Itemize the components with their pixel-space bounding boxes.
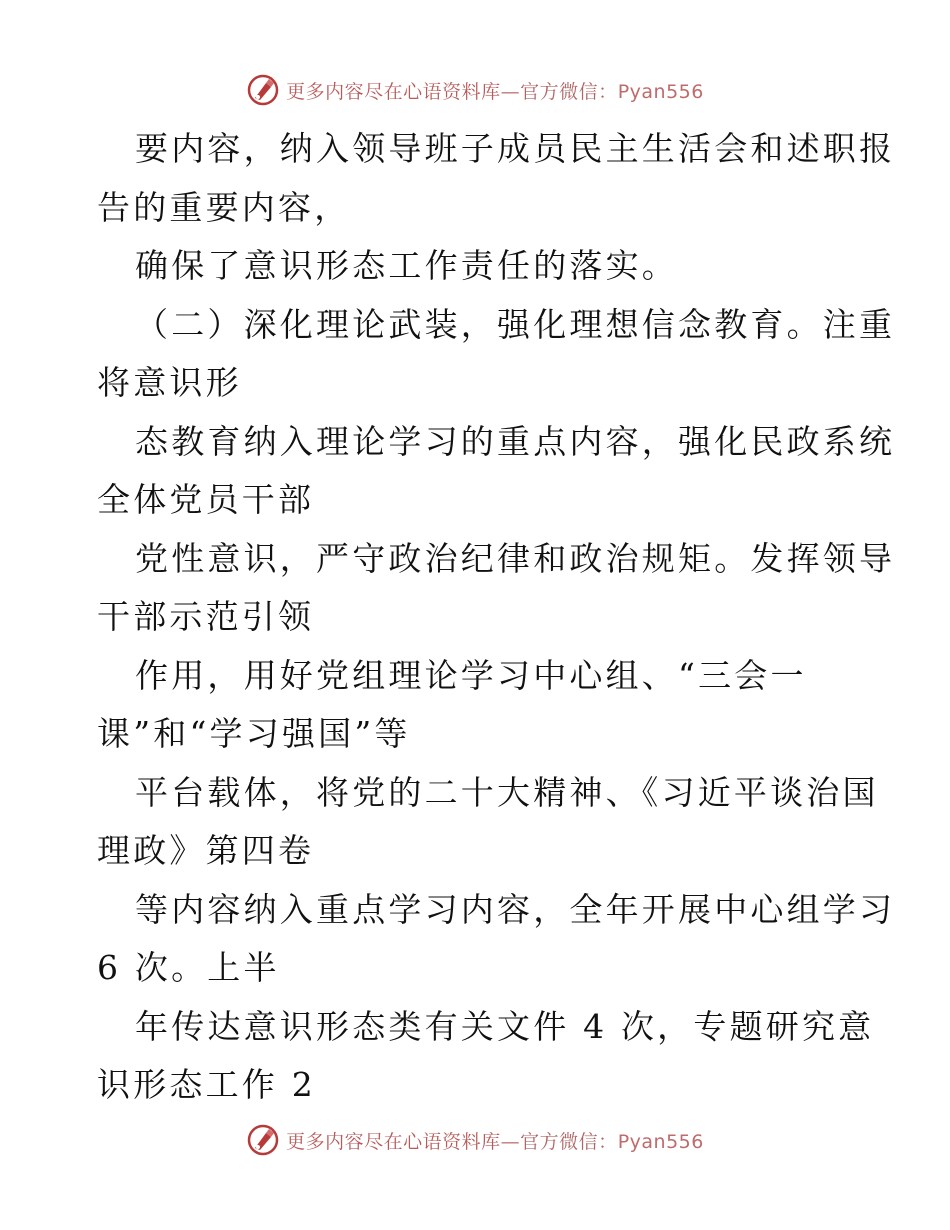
footer-banner-id: Pyan556 xyxy=(617,1130,704,1153)
body-line-8: 党性意识，严守政治纪律和政治规矩。发挥领导 xyxy=(135,538,896,578)
body-line-15: 6 次。上半 xyxy=(97,948,280,987)
header-watermark-text xyxy=(286,77,704,104)
header-banner-main: 更多内容尽在心语资料库 xyxy=(286,80,501,103)
body-line-1: 要内容，纳入领导班子成员民主生活会和述职报 xyxy=(135,129,896,168)
body-line-10: 作用，用好党组理论学习中心组、“三会一 xyxy=(135,655,807,695)
footer-banner-label: 官方微信： xyxy=(520,1130,618,1153)
header-watermark-banner xyxy=(0,70,950,110)
body-line-16: 年传达意识形态类有关文件 4 次，专题研究意 xyxy=(135,1006,875,1046)
header-banner-id: Pyan556 xyxy=(617,80,704,103)
pen-nib-logo-icon xyxy=(246,73,280,107)
body-line-11: 课”和“学习强国”等 xyxy=(97,714,411,753)
header-banner-separator: — xyxy=(500,80,521,103)
document-body xyxy=(97,120,896,1115)
header-banner-label: 官方微信： xyxy=(520,80,618,103)
body-line-12: 平台载体，将党的二十大精神、《习近平谈治国 xyxy=(135,772,879,812)
footer-banner-separator: — xyxy=(500,1130,521,1153)
body-line-4: （二）深化理论武装，强化理想信念教育。注重 xyxy=(135,304,896,344)
body-line-13: 理政》第四卷 xyxy=(97,831,315,870)
body-line-5: 将意识形 xyxy=(97,363,242,402)
footer-watermark-text xyxy=(286,1127,704,1154)
footer-watermark-banner xyxy=(0,1120,950,1160)
body-line-9: 干部示范引领 xyxy=(97,597,315,636)
body-line-7: 全体党员干部 xyxy=(97,480,315,519)
body-line-14: 等内容纳入重点学习内容，全年开展中心组学习 xyxy=(135,889,896,929)
body-line-17: 识形态工作 2 xyxy=(97,1065,316,1104)
footer-banner-main: 更多内容尽在心语资料库 xyxy=(286,1130,501,1153)
body-line-3: 确保了意识形态工作责任的落实。 xyxy=(135,246,678,285)
pen-nib-logo-icon xyxy=(246,1123,280,1157)
body-line-6: 态教育纳入理论学习的重点内容，强化民政系统 xyxy=(135,421,896,461)
body-line-2: 告的重要内容， xyxy=(97,187,351,227)
